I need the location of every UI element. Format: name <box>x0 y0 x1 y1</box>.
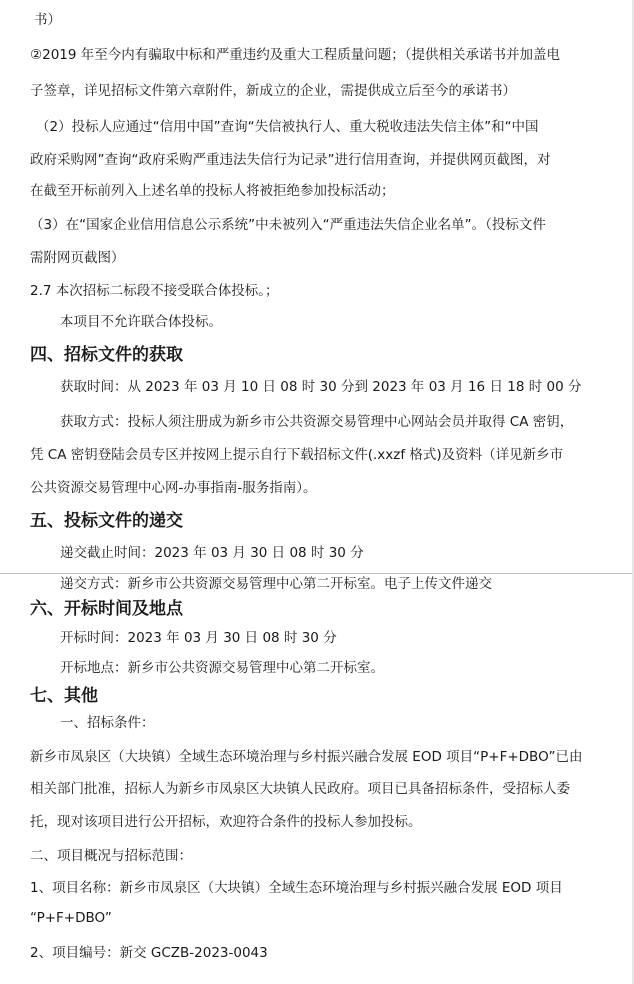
text-line: 政府采购网”查询“政府采购严重违法失信行为记录”进行信用查询，并提供网页截图，对 <box>30 152 551 168</box>
text-line: 公共资源交易管理中心网-办事指南-服务指南）。 <box>30 480 317 496</box>
text-line: 1、项目名称：新乡市凤泉区（大块镇）全域生态环境治理与乡村振兴融合发展 EOD 项目 <box>30 880 563 896</box>
section-heading: 五、投标文件的递交 <box>30 511 183 531</box>
text-line: 开标地点：新乡市公共资源交易管理中心第二开标室。 <box>60 660 384 676</box>
section-heading: 四、招标文件的获取 <box>30 345 183 365</box>
text-line: 托，现对该项目进行公开招标，欢迎符合条件的投标人参加投标。 <box>30 814 422 830</box>
text-line: 2、项目编号：新交 GCZB-2023-0043 <box>30 945 268 961</box>
text-line: 递交截止时间：2023 年 03 月 30 日 08 时 30 分 <box>60 545 364 561</box>
text-line: 书） <box>34 12 61 28</box>
text-line: 二、项目概况与招标范围： <box>30 848 192 864</box>
text-line: ②2019 年至今内有骗取中标和严重违约及重大工程质量问题；（提供相关承诺书并加盖电 <box>30 47 560 63</box>
text-line: 一、招标条件： <box>60 715 155 731</box>
text-line: 新乡市凤泉区（大块镇）全域生态环境治理与乡村振兴融合发展 EOD 项目“P+F+DBO”已由 <box>30 749 583 765</box>
text-line: “P+F+DBO” <box>30 910 112 926</box>
text-line: 开标时间：2023 年 03 月 30 日 08 时 30 分 <box>60 630 337 646</box>
text-line: 子签章，详见招标文件第六章附件，新成立的企业，需提供成立后至今的承诺书） <box>30 83 516 99</box>
section-heading: 六、开标时间及地点 <box>30 599 183 619</box>
text-line: 获取方式：投标人须注册成为新乡市公共资源交易管理中心网站会员并取得 CA 密钥， <box>60 414 574 430</box>
section-heading: 七、其他 <box>30 686 98 706</box>
text-line: 本项目不允许联合体投标。 <box>60 314 222 330</box>
text-line: 需附网页截图） <box>30 250 125 266</box>
text-line: 递交方式：新乡市公共资源交易管理中心第二开标室。电子上传文件递交 <box>60 576 492 592</box>
text-line: （2）投标人应通过“信用中国”查询“失信被执行人、重大税收违法失信主体”和“中国 <box>36 119 539 135</box>
text-line: 在截至开标前列入上述名单的投标人将被拒绝参加投标活动； <box>30 183 395 199</box>
text-line: 获取时间：从 2023 年 03 月 10 日 08 时 30 分到 2023 年 03 月 16 日 18 时 00 分 <box>60 379 582 395</box>
text-line: 凭 CA 密钥登陆会员专区并按网上提示自行下载招标文件(.xxzf 格式)及资料（详见新乡市 <box>30 447 564 463</box>
text-line: （3）在“国家企业信用信息公示系统”中未被列入“严重违法失信企业名单”。（投标文件 <box>30 217 546 233</box>
text-line: 相关部门批准，招标人为新乡市凤泉区大块镇人民政府。项目已具备招标条件，受招标人委 <box>30 781 570 797</box>
text-line: 2.7 本次招标二标段不接受联合体投标。； <box>30 283 279 299</box>
